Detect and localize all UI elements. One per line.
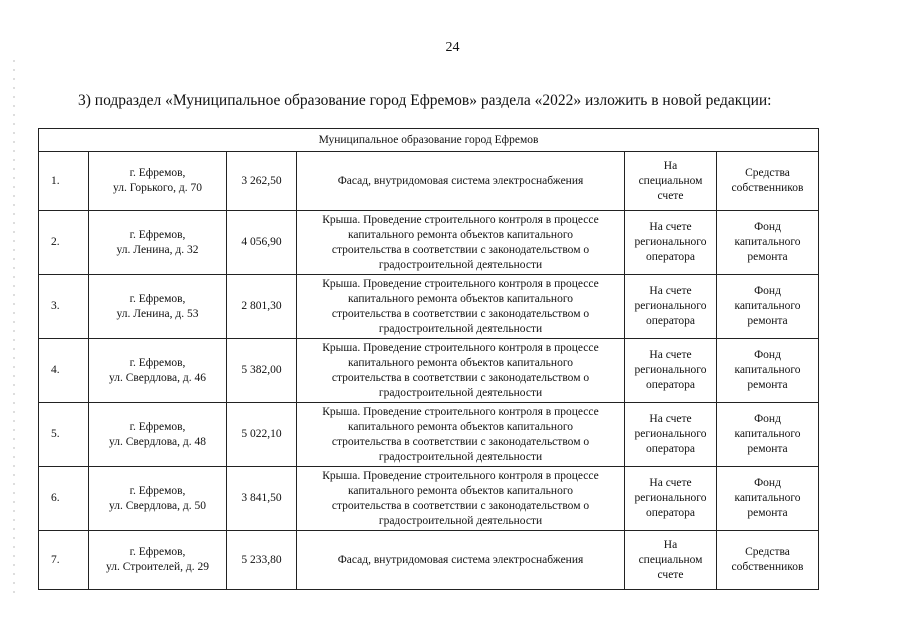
account-type-cell-line: На: [663, 538, 678, 551]
row-number-cell: 2.: [39, 211, 89, 275]
funding-source-cell-line: капитального: [734, 300, 801, 312]
account-type-cell-line: регионального: [634, 236, 707, 248]
table-row: [39, 152, 819, 211]
work-type-cell: [297, 531, 625, 590]
funding-source-cell-line: Фонд: [754, 477, 781, 489]
funding-source-cell-line: капитального: [734, 236, 801, 248]
row-number-cell: 1.: [39, 152, 89, 211]
table-row: [39, 339, 819, 403]
funding-source-cell-line: ремонта: [747, 507, 788, 519]
account-type-cell-line: На счете: [649, 221, 692, 233]
address-cell-line: г. Ефремов,: [129, 546, 186, 558]
work-type-cell-line: Фасад, внутридомовая система электроснабжения: [337, 174, 584, 187]
work-type-cell-line: строительства в соответствии с законодательством о: [331, 371, 590, 384]
cost-cell: 5 022,10: [227, 403, 297, 467]
repair-schedule-table: [38, 128, 819, 590]
funding-source-cell-line: Средства: [745, 167, 790, 179]
funding-source-cell-line: Средства: [745, 546, 790, 558]
address-cell-line: г. Ефремов,: [129, 228, 186, 241]
account-type-cell-line: регионального: [634, 428, 707, 440]
work-type-cell-line: Крыша. Проведение строительного контроля в процессе: [322, 277, 599, 290]
account-type-cell-line: счете: [657, 189, 684, 202]
account-type-cell-line: регионального: [634, 364, 707, 376]
account-type-cell-line: На счете: [649, 349, 692, 361]
funding-source-cell-line: собственников: [731, 182, 804, 194]
address-cell-line: г. Ефремов,: [129, 292, 186, 305]
address-cell: [89, 211, 227, 275]
row-number-cell: 6.: [39, 467, 89, 531]
work-type-cell-line: градостроительной деятельности: [378, 258, 543, 271]
address-cell-line: ул. Ленина, д. 32: [116, 243, 199, 256]
row-number-cell: 5.: [39, 403, 89, 467]
account-type-cell: [625, 152, 717, 211]
funding-source-cell-line: ремонта: [747, 251, 788, 263]
account-type-cell-line: оператора: [645, 251, 696, 263]
cost-cell: 3 841,50: [227, 467, 297, 531]
funding-source-cell: [717, 152, 819, 211]
funding-source-cell: [717, 467, 819, 531]
funding-source-cell-line: Фонд: [754, 221, 781, 233]
account-type-cell-line: На: [663, 159, 678, 172]
work-type-cell-line: строительства в соответствии с законодательством о: [331, 243, 590, 256]
work-type-cell-line: градостроительной деятельности: [378, 386, 543, 399]
account-type-cell: [625, 339, 717, 403]
address-cell-line: г. Ефремов,: [129, 484, 186, 497]
address-cell: [89, 152, 227, 211]
cost-cell: 5 233,80: [227, 531, 297, 590]
funding-source-cell-line: ремонта: [747, 379, 788, 391]
row-number-cell: 3.: [39, 275, 89, 339]
funding-source-cell: [717, 275, 819, 339]
table-row: [39, 403, 819, 467]
address-cell: [89, 403, 227, 467]
cost-cell: 5 382,00: [227, 339, 297, 403]
work-type-cell-line: Крыша. Проведение строительного контроля в процессе: [322, 213, 599, 226]
address-cell-line: ул. Свердлова, д. 46: [108, 371, 207, 384]
address-cell: [89, 275, 227, 339]
table-row: [39, 531, 819, 590]
work-type-cell-line: строительства в соответствии с законодательством о: [331, 499, 590, 512]
address-cell: [89, 467, 227, 531]
funding-source-cell: [717, 211, 819, 275]
address-cell-line: ул. Горького, д. 70: [113, 182, 202, 194]
funding-source-cell-line: капитального: [734, 428, 801, 440]
work-type-cell-line: Крыша. Проведение строительного контроля в процессе: [322, 405, 599, 418]
table-header-row: [39, 129, 819, 152]
cost-cell: 3 262,50: [227, 152, 297, 211]
work-type-cell-line: капитального ремонта объектов капитального: [347, 292, 573, 305]
funding-source-cell-line: собственников: [731, 561, 804, 573]
funding-source-cell-line: Фонд: [754, 349, 781, 361]
account-type-cell-line: оператора: [645, 379, 696, 391]
account-type-cell-line: специальном: [638, 553, 703, 566]
row-number-cell: 7.: [39, 531, 89, 590]
page-number: 24: [445, 40, 460, 55]
work-type-cell-line: капитального ремонта объектов капитального: [347, 484, 573, 497]
work-type-cell-line: капитального ремонта объектов капитального: [347, 356, 573, 369]
address-cell-line: ул. Строителей, д. 29: [105, 561, 210, 573]
address-cell: [89, 339, 227, 403]
address-cell-line: г. Ефремов,: [129, 167, 186, 179]
table-row: [39, 211, 819, 275]
table-row: [39, 275, 819, 339]
address-cell-line: ул. Свердлова, д. 50: [108, 499, 207, 512]
work-type-cell: [297, 275, 625, 339]
row-number-cell: 4.: [39, 339, 89, 403]
account-type-cell: [625, 211, 717, 275]
funding-source-cell-line: капитального: [734, 492, 801, 504]
work-type-cell-line: строительства в соответствии с законодательством о: [331, 307, 590, 320]
cost-cell: 4 056,90: [227, 211, 297, 275]
work-type-cell: [297, 339, 625, 403]
account-type-cell-line: регионального: [634, 492, 707, 504]
account-type-cell-line: специальном: [638, 174, 703, 187]
account-type-cell-line: На счете: [649, 477, 692, 489]
work-type-cell-line: Крыша. Проведение строительного контроля в процессе: [322, 341, 599, 354]
work-type-cell-line: строительства в соответствии с законодательством о: [331, 435, 590, 448]
funding-source-cell: [717, 403, 819, 467]
cost-cell: 2 801,30: [227, 275, 297, 339]
account-type-cell-line: На счете: [649, 413, 692, 425]
address-cell-line: ул. Свердлова, д. 48: [108, 435, 207, 448]
funding-source-cell-line: ремонта: [747, 443, 788, 455]
work-type-cell: [297, 152, 625, 211]
funding-source-cell: [717, 531, 819, 590]
work-type-cell: [297, 467, 625, 531]
account-type-cell: [625, 275, 717, 339]
work-type-cell: [297, 403, 625, 467]
funding-source-cell: [717, 339, 819, 403]
account-type-cell: [625, 403, 717, 467]
funding-source-cell-line: Фонд: [754, 413, 781, 425]
work-type-cell-line: градостроительной деятельности: [378, 514, 543, 527]
address-cell-line: ул. Ленина, д. 53: [116, 307, 199, 320]
address-cell-line: г. Ефремов,: [129, 356, 186, 369]
work-type-cell-line: капитального ремонта объектов капитального: [347, 228, 573, 241]
work-type-cell-line: градостроительной деятельности: [378, 450, 543, 463]
funding-source-cell-line: капитального: [734, 364, 801, 376]
work-type-cell-line: Крыша. Проведение строительного контроля в процессе: [322, 469, 599, 482]
table-row: [39, 467, 819, 531]
table-header-cell: Муниципальное образование город Ефремов: [39, 129, 819, 152]
account-type-cell: [625, 531, 717, 590]
funding-source-cell-line: ремонта: [747, 315, 788, 327]
account-type-cell-line: оператора: [645, 315, 696, 327]
work-type-cell-line: капитального ремонта объектов капитального: [347, 420, 573, 433]
work-type-cell-line: Фасад, внутридомовая система электроснабжения: [337, 553, 584, 566]
account-type-cell-line: оператора: [645, 507, 696, 519]
address-cell-line: г. Ефремов,: [129, 420, 186, 433]
intro-paragraph: 3) подраздел «Муниципальное образование город Ефремов» раздела «2022» изложить в новой редакции:: [78, 92, 772, 109]
work-type-cell-line: градостроительной деятельности: [378, 322, 543, 335]
account-type-cell-line: оператора: [645, 443, 696, 455]
account-type-cell: [625, 467, 717, 531]
account-type-cell-line: регионального: [634, 300, 707, 312]
funding-source-cell-line: Фонд: [754, 285, 781, 297]
address-cell: [89, 531, 227, 590]
scan-edge-marks: [13, 60, 15, 600]
work-type-cell: [297, 211, 625, 275]
account-type-cell-line: счете: [657, 568, 684, 581]
account-type-cell-line: На счете: [649, 285, 692, 297]
